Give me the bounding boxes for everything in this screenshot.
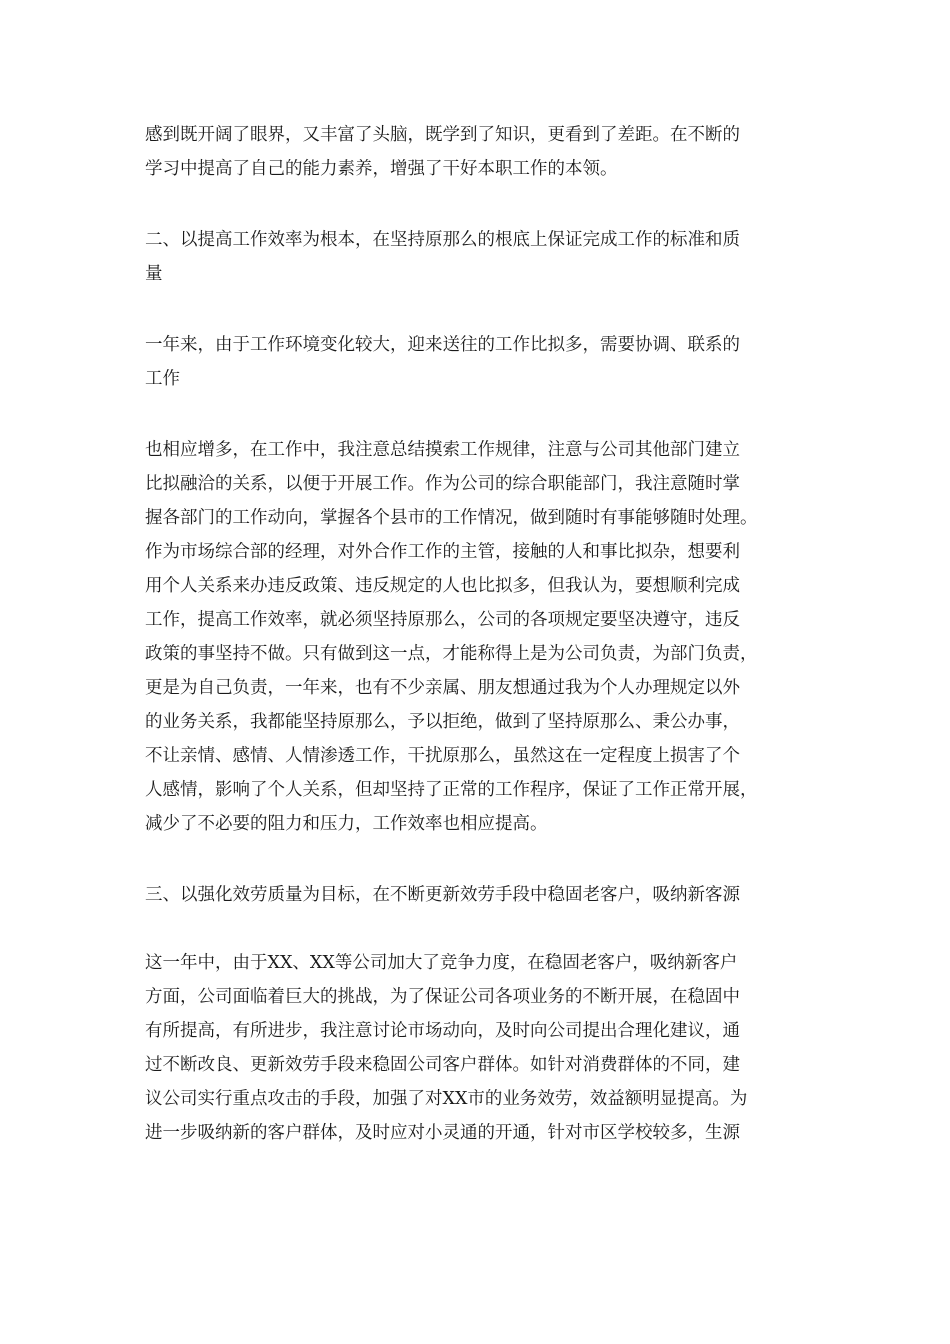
paragraph-4 bbox=[145, 433, 805, 841]
text-line: 过不断改良、更新效劳手段来稳固公司客户群体。如针对消费群体的不同，建 bbox=[145, 1055, 740, 1075]
paragraph-spacer bbox=[145, 396, 805, 433]
text-line: 议公司实行重点攻击的手段，加强了对XX市的业务效劳，效益额明显提高。为 bbox=[145, 1089, 748, 1109]
text-line: 工作 bbox=[145, 369, 180, 389]
text-line: 感到既开阔了眼界，又丰富了头脑，既学到了知识，更看到了差距。在不断的 bbox=[145, 125, 740, 145]
text-line: 政策的事坚持不做。只有做到这一点，才能称得上是为公司负责，为部门负责， bbox=[145, 644, 758, 664]
text-line: 作为市场综合部的经理，对外合作工作的主管，接触的人和事比拟杂，想要利 bbox=[145, 542, 740, 562]
section-heading-2 bbox=[145, 223, 805, 291]
text-line: 这一年中，由于XX、XX等公司加大了竞争力度，在稳固老客户，吸纳新客户 bbox=[145, 953, 738, 973]
text-line: 不让亲情、感情、人情渗透工作，干扰原那么，虽然这在一定程度上损害了个 bbox=[145, 746, 740, 766]
document-page bbox=[145, 118, 805, 1150]
paragraph-spacer bbox=[145, 186, 805, 223]
text-line: 也相应增多，在工作中，我注意总结摸索工作规律，注意与公司其他部门建立 bbox=[145, 440, 740, 460]
paragraph-3 bbox=[145, 328, 805, 396]
text-line: 比拟融洽的关系，以便于开展工作。作为公司的综合职能部门，我注意随时掌 bbox=[145, 474, 740, 494]
text-line: 握各部门的工作动向，掌握各个县市的工作情况，做到随时有事能够随时处理。 bbox=[145, 508, 758, 528]
paragraph-6 bbox=[145, 946, 805, 1150]
text-line: 学习中提高了自己的能力素养，增强了干好本职工作的本领。 bbox=[145, 159, 618, 179]
section-heading-3 bbox=[145, 878, 805, 912]
text-line: 一年来，由于工作环境变化较大，迎来送往的工作比拟多，需要协调、联系的 bbox=[145, 335, 740, 355]
text-line: 有所提高，有所进步，我注意讨论市场动向，及时向公司提出合理化建议，通 bbox=[145, 1021, 740, 1041]
text-line: 量 bbox=[145, 264, 163, 284]
text-line: 工作，提高工作效率，就必须坚持原那么，公司的各项规定要坚决遵守，违反 bbox=[145, 610, 740, 630]
text-line: 的业务关系，我都能坚持原那么，予以拒绝，做到了坚持原那么、秉公办事， bbox=[145, 712, 740, 732]
text-line: 二、以提高工作效率为根本，在坚持原那么的根底上保证完成工作的标准和质 bbox=[145, 230, 740, 250]
paragraph-1 bbox=[145, 118, 805, 186]
text-line: 进一步吸纳新的客户群体，及时应对小灵通的开通，针对市区学校较多，生源 bbox=[145, 1123, 740, 1143]
paragraph-spacer bbox=[145, 841, 805, 878]
text-line: 方面，公司面临着巨大的挑战，为了保证公司各项业务的不断开展，在稳固中 bbox=[145, 987, 740, 1007]
text-line: 用个人关系来办违反政策、违反规定的人也比拟多，但我认为，要想顺利完成 bbox=[145, 576, 740, 596]
paragraph-spacer bbox=[145, 291, 805, 328]
text-line: 人感情，影响了个人关系，但却坚持了正常的工作程序，保证了工作正常开展， bbox=[145, 780, 758, 800]
text-line: 减少了不必要的阻力和压力，工作效率也相应提高。 bbox=[145, 814, 548, 834]
text-line: 更是为自己负责，一年来，也有不少亲属、朋友想通过我为个人办理规定以外 bbox=[145, 678, 740, 698]
paragraph-spacer bbox=[145, 912, 805, 946]
text-line: 三、以强化效劳质量为目标，在不断更新效劳手段中稳固老客户，吸纳新客源 bbox=[145, 885, 740, 905]
